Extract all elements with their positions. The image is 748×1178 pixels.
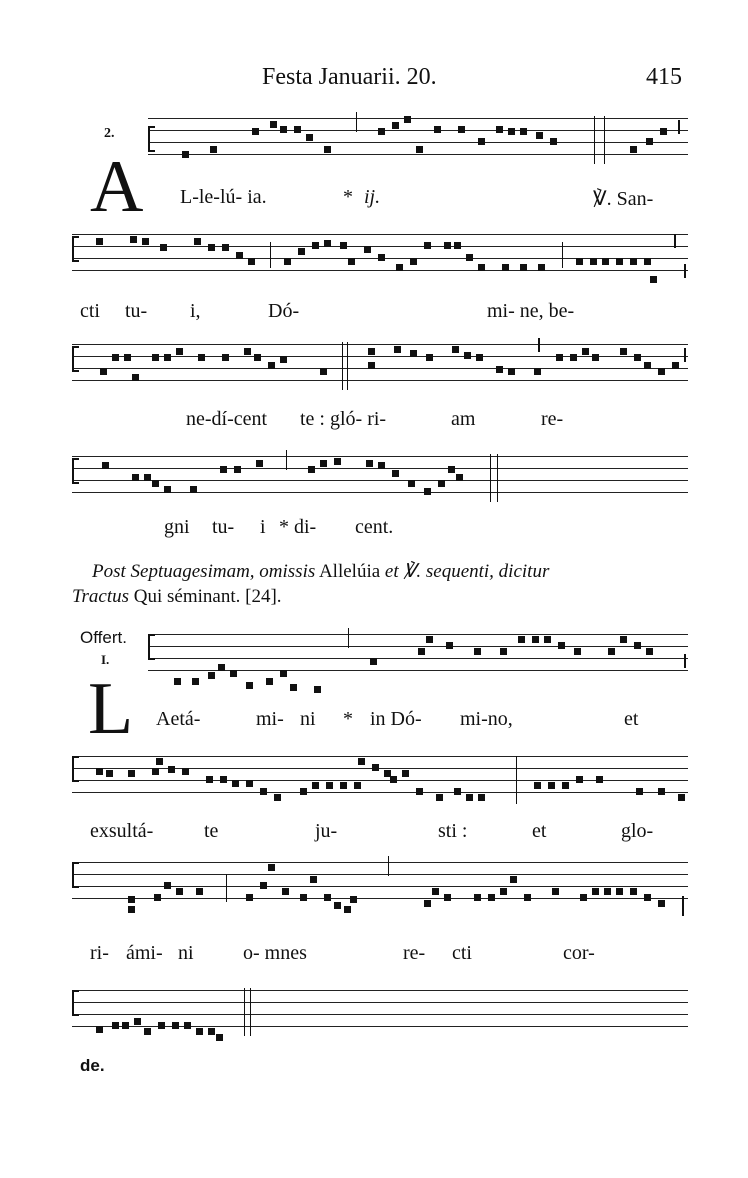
- lyric-line: gni: [164, 516, 190, 538]
- offertory-label: Offert.: [80, 628, 127, 647]
- lyric-line: Dó-: [268, 300, 300, 322]
- lyric-line: in Dó-: [370, 708, 422, 730]
- lyric-line: ju-: [315, 820, 338, 842]
- lyric-line: te: [204, 820, 219, 842]
- lyric-line: cent.: [355, 516, 394, 538]
- staff-6: [72, 756, 688, 804]
- lyric-asterisk: *: [343, 186, 353, 208]
- lyric-line: tu-: [125, 300, 148, 322]
- lyric-line: i,: [190, 300, 201, 322]
- staff-8: [72, 990, 688, 1038]
- lyric-line: exsultá-: [90, 820, 154, 842]
- staff-7: [72, 862, 688, 910]
- lyric-line: de.: [80, 1056, 105, 1075]
- lyric-line: cor-: [563, 942, 595, 964]
- lyric-line: et: [624, 708, 639, 730]
- staff-3: [72, 344, 688, 392]
- lyric-line: ri-: [90, 942, 109, 964]
- staff-1: [148, 118, 688, 166]
- lyric-line: ni: [178, 942, 194, 964]
- page-number: 415: [646, 64, 682, 90]
- dropcap-A: A: [90, 146, 144, 228]
- lyric-line: mi-: [256, 708, 284, 730]
- rubric-italic: et ℣. sequenti, dicitur: [384, 561, 550, 582]
- rubric-roman: Allelúia: [318, 561, 381, 582]
- chant-number: 2.: [104, 126, 115, 141]
- page-title: Festa Januarii. 20.: [262, 64, 437, 90]
- lyric-line: *: [343, 708, 353, 730]
- lyric-line: re-: [403, 942, 426, 964]
- lyric-line: Aetá-: [156, 708, 201, 730]
- lyric-line: cti: [452, 942, 472, 964]
- lyric-line: mi-no,: [460, 708, 513, 730]
- lyric-repeat: ij.: [364, 186, 381, 208]
- rubric-italic: Post Septuagesimam, omissis: [92, 561, 316, 582]
- lyric-line: sti :: [438, 820, 468, 842]
- rubric-line-1: [92, 560, 549, 583]
- dropcap-L: L: [88, 668, 134, 750]
- lyric-line: mi- ne, be-: [487, 300, 575, 322]
- lyric-line: am: [451, 408, 476, 430]
- lyric-line: cti: [80, 300, 100, 322]
- lyric-line: tu-: [212, 516, 235, 538]
- lyric-line: et: [532, 820, 547, 842]
- rubric-line-2: [72, 586, 282, 608]
- rubric-italic: Tractus: [72, 586, 130, 607]
- lyric-line: ámi-: [126, 942, 163, 964]
- lyric-line: L-le-lú- ia.: [180, 186, 267, 208]
- lyric-line: te : gló- ri-: [300, 408, 387, 430]
- lyric-line: o- mnes: [243, 942, 307, 964]
- lyric-line: ni: [300, 708, 316, 730]
- staff-4: [72, 456, 688, 504]
- rubric-roman: Qui séminant. [24].: [133, 586, 282, 607]
- chant-number: I.: [101, 652, 110, 667]
- lyric-line: glo-: [621, 820, 654, 842]
- staff-2: [72, 234, 688, 282]
- lyric-line: ℣. San-: [593, 188, 654, 210]
- staff-5: [148, 634, 688, 682]
- lyric-line: * di-: [279, 516, 317, 538]
- lyric-line: ne-dí-cent: [186, 408, 268, 430]
- lyric-line: i: [260, 516, 266, 538]
- lyric-line: re-: [541, 408, 564, 430]
